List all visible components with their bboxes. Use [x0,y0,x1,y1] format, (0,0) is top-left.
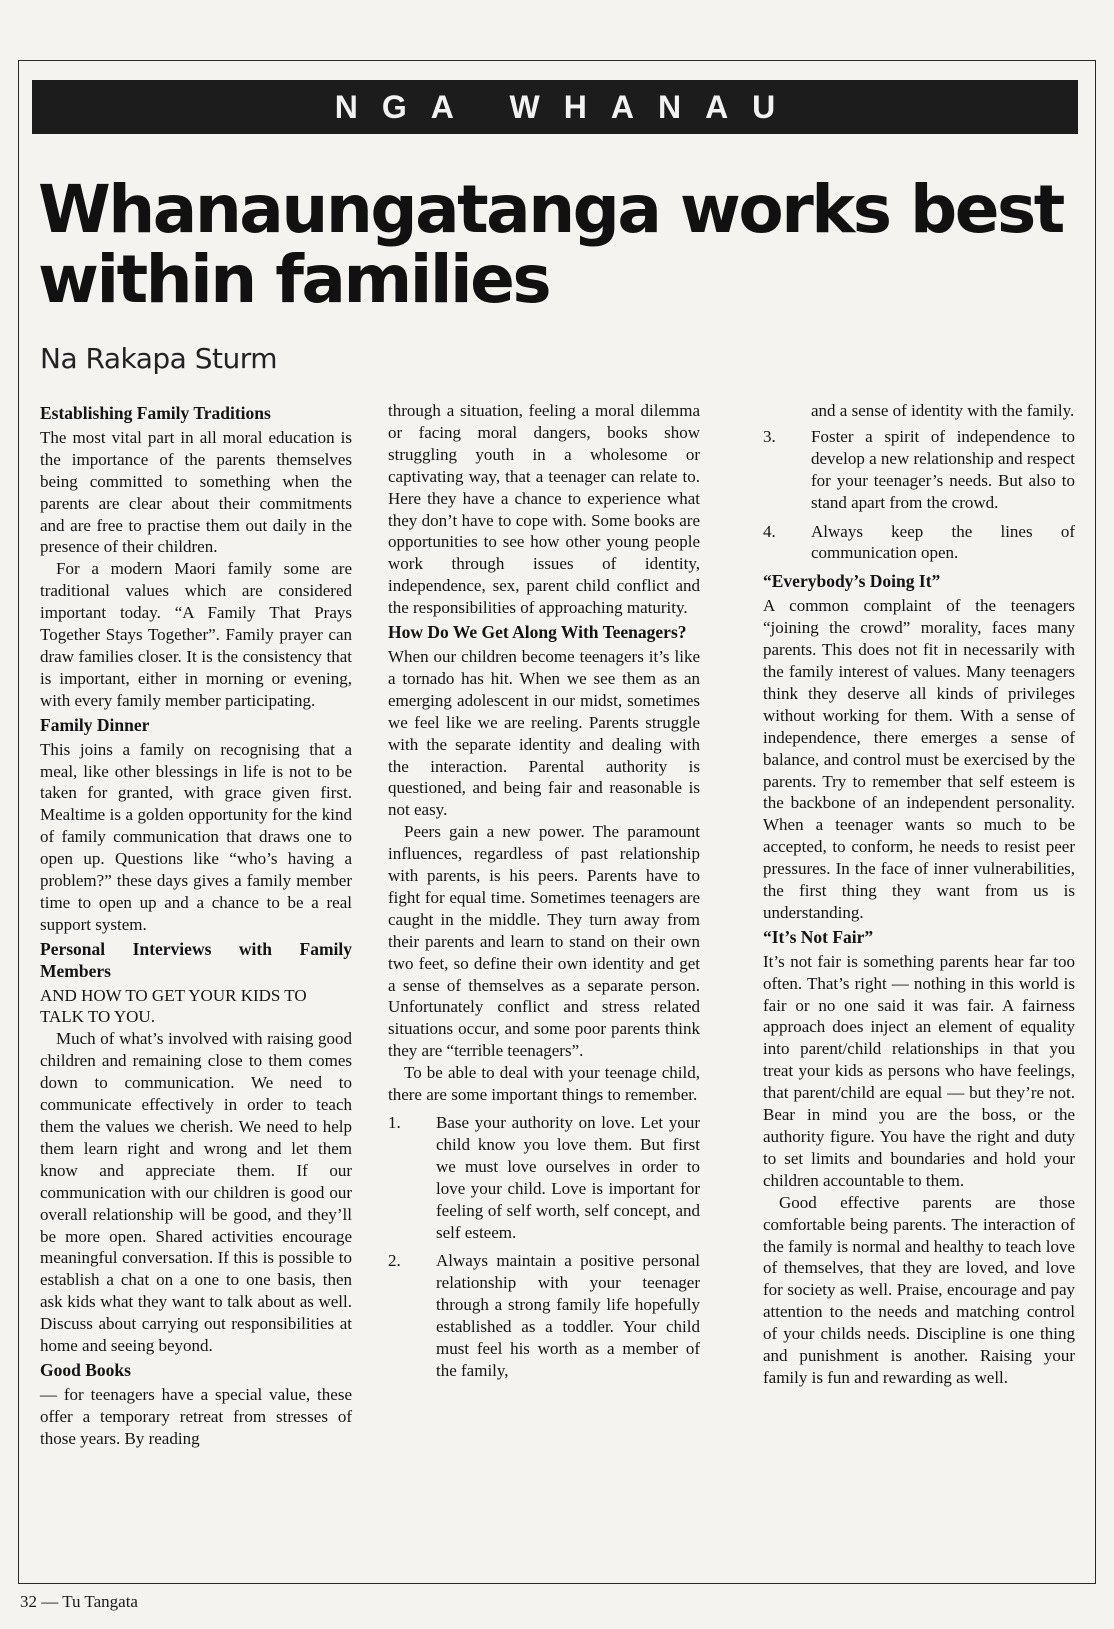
paragraph: This joins a family on recognising that a meal, like other blessings in life is not to be taken for granted, with grace given first. Mealtime is a golden opportunity for the kind of family communication that draws one to open up. Questions like “who’s having a problem?” these days gives a family member time to open up and a chance to be a real support system. [40,739,352,934]
subhead-family-traditions: Establishing Family Traditions [40,403,271,423]
subhead-everybodys-doing-it: “Everybody’s Doing It” [763,571,941,592]
subhead-family-dinner: Family Dinner [40,714,150,735]
paragraph: Peers gain a new power. The paramount influences, regardless of past relationship with parents, is his peers. Parents have to fight for equal time. Sometimes teenagers are caught in the middle. They turn away from their parents and learn to stand on their own two feet, so define their own identity and get a sense of themselves as a separate person. Unfortunately conflict and stress related situations occur, and some poor parents think they are “terrible teenagers”. [388,822,700,1061]
paragraph: — for teenagers have a special value, these offer a temporary retreat from stresses of those years. By reading [40,1384,352,1448]
list-item [763,426,1075,514]
caps-subtitle: AND HOW TO GET YOUR KIDS TO TALK TO YOU. [40,985,307,1027]
paragraph: A common complaint of the teenagers “joining the crowd” morality, faces many parents. This does not fit in necessarily with the family interest of values. Many teenagers think they deserve all kinds of privileges without working for them. With a sense of independence, there emerges a sense of balance, and control must be exercised by the parents. Try to remember that self esteem is the backbone of an independent personality. When a teenager wants so much to be accepted, to conform, he needs to resist peer pressures. In the face of inner vulnerabilities, the first thing they want from us is understanding. [763,596,1075,922]
list-item-text: Base your authority on love. Let your child know you love them. But first we must love ourselves in order to love your child. Love is important for feeling of self worth, self concept, and self esteem. [436,1113,700,1242]
subhead-getting-along: How Do We Get Along With Teenagers? [388,622,687,643]
column-2 [388,400,700,1389]
subhead-good-books: Good Books [40,1359,131,1380]
list-number: 4. [763,521,776,541]
subhead-personal-interviews: Personal Interviews with Family Members [40,938,352,981]
paragraph: Good effective parents are those comfortable being parents. The interaction of the family is normal and healthy to teach love of themselves, that they are loved, and love for society as well. Praise, encourage and pay attention to the needs and matching control of your childs needs. Discipline is one thing and punishment is another. Raising your family is fun and rewarding as well. [763,1192,1075,1387]
numbered-list [388,1112,700,1382]
column-1 [40,400,352,1450]
paragraph: The most vital part in all moral education is the importance of the parents themselves being committed to something when the parents are clear about their commitments and are free to practise them out daily in the presence of their children. [40,427,352,557]
list-item-text: Always maintain a positive personal relationship with your teenager through a strong family life hopefully established as a toddler. Your child must feel his worth as a member of the family, [436,1251,700,1380]
column-3 [763,400,1075,1389]
section-banner: NGA WHANAU [32,80,1078,134]
paragraph: To be able to deal with your teenage child, there are some important things to remember. [388,1063,700,1105]
list-item [388,1250,700,1381]
list-item [763,521,1075,565]
list-number: 2. [388,1251,401,1271]
paragraph: Much of what’s involved with raising good children and remaining close to them comes down to communication. We need to communicate effectively in order to teach them the values we cherish. We need to help them learn right and wrong and let them know and appreciate them. If our communication with our children is good our overall relationship will be good, and they’ll be more open. Shared activities encourage meaningful conversation. If this is possible to establish a chat on a one to one basis, then ask kids what they want to talk about as well. Discuss about carrying out responsibilities at home and seeing beyond. [40,1029,352,1356]
paragraph: When our children become teenagers it’s like a tornado has hit. When we see them as an emerging adolescent in our midst, sometimes we feel like we are reeling. Parents struggle with the separate identity and dealing with the interaction. Parental authority is questioned, and being fair and reasonable is not easy. [388,646,700,820]
byline: Na Rakapa Sturm [40,342,278,375]
headline: Whanaungatanga works best within families [38,171,1063,318]
subhead-its-not-fair: “It’s Not Fair” [763,926,874,947]
paragraph: through a situation, feeling a moral dilemma or facing moral dangers, books show struggling youth in a wholesome or captivating way, that a teenager can relate to. Here they have a chance to experience what they don’t have to cope with. Some books are opportunities to see how other young people work through issues of identity, independence, sex, parent child conflict and the responsibilities of approaching maturity. [388,401,700,618]
list-item [388,1112,700,1243]
page-footer: 32 — Tu Tangata [20,1592,138,1611]
list-number: 3. [763,426,776,446]
list-continuation: and a sense of identity with the family. [811,401,1075,420]
list-item-text: Foster a spirit of independence to develop a new relationship and respect for your teenager’s needs. But also to stand apart from the crowd. [811,426,1075,512]
paragraph: It’s not fair is something parents hear far too often. That’s right — nothing in this world is fair or no one said it was fair. A fairness approach does inject an element of equality into parent/child relationships in that you treat your kids as persons who have feelings, that parent/child are equal — but they’re not. Bear in mind you are the boss, or the authority figure. You have the right and duty to set limits and boundaries and hold your children accountable to them. [763,951,1075,1190]
numbered-list [763,426,1075,564]
list-item-text: Always keep the lines of communication open. [811,521,1075,563]
list-number: 1. [388,1113,401,1132]
paragraph: For a modern Maori family some are traditional values which are considered important today. “A Family That Prays Together Stays Together”. Family prayer can draw families closer. It is the consistency that is important, either in morning or evening, with every family member participating. [40,559,352,710]
